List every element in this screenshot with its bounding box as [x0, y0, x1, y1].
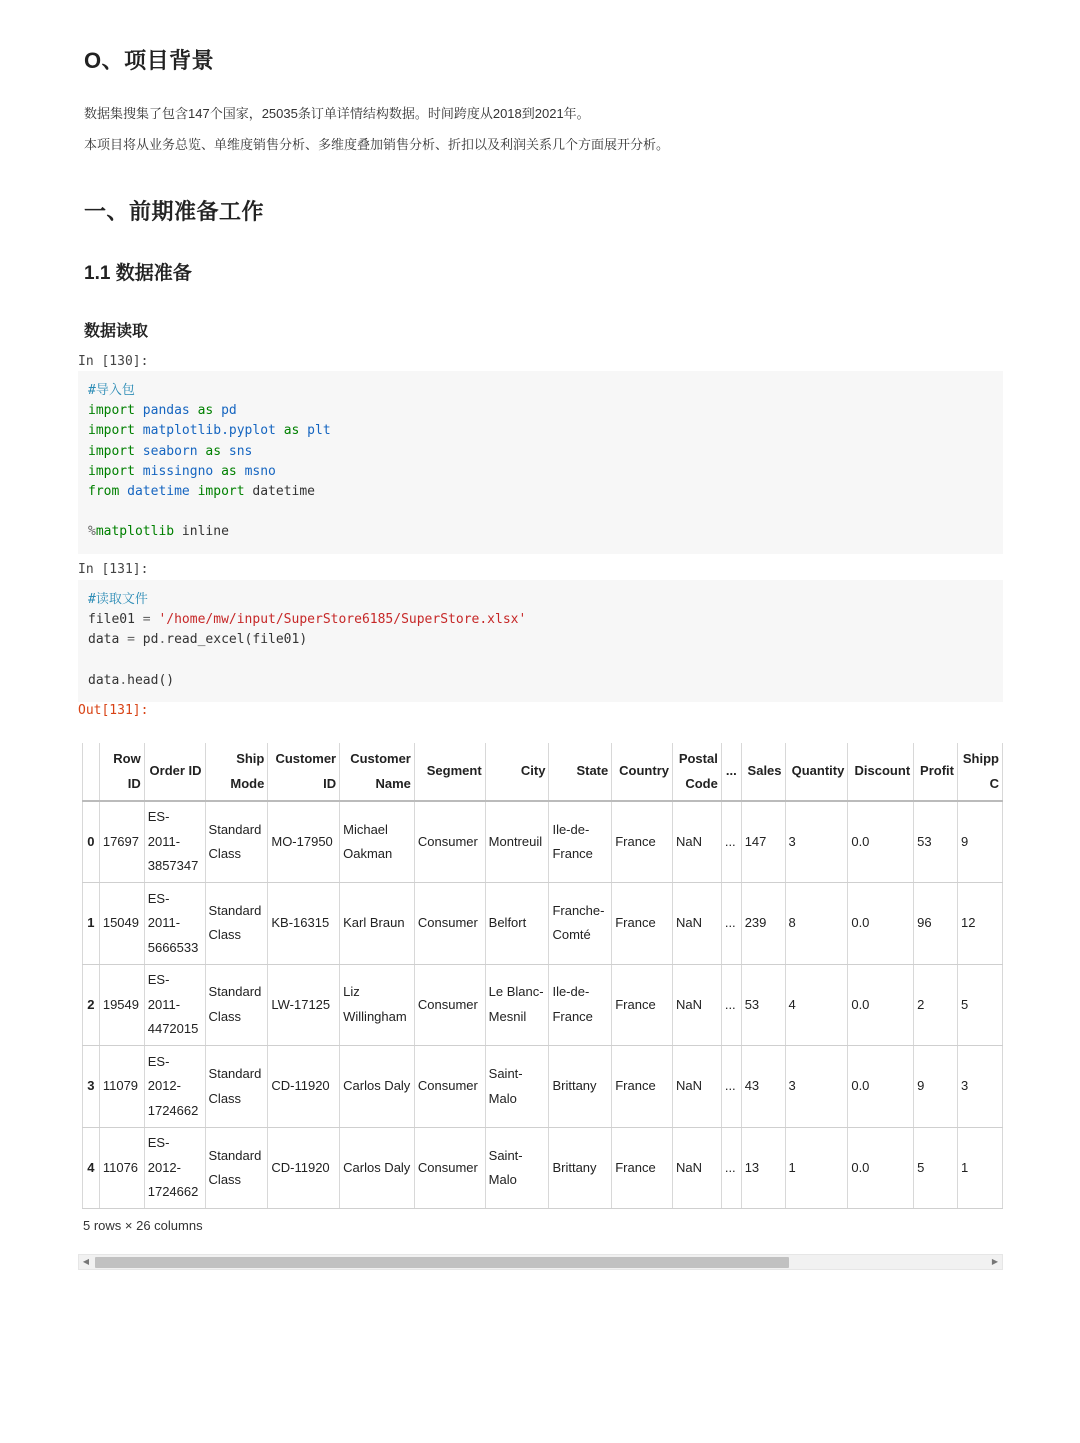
table-cell: Ile-de-France: [549, 964, 612, 1046]
table-cell: 3: [957, 1046, 1002, 1128]
table-cell: ES-2011-3857347: [144, 801, 205, 883]
table-cell: ...: [721, 1046, 741, 1128]
table-cell: Consumer: [414, 883, 485, 965]
code-token: missingno: [142, 463, 214, 479]
table-cell: France: [612, 1046, 673, 1128]
code-token: data: [88, 672, 120, 688]
code-token: [119, 484, 127, 499]
table-cell: NaN: [673, 1127, 722, 1209]
table-header-row: [83, 743, 1003, 801]
table-cell: Carlos Daly: [340, 1046, 415, 1128]
code-token: datetime: [244, 483, 316, 499]
table-cell: 1: [785, 1127, 848, 1209]
table-cell: 96: [914, 883, 958, 965]
subsection-title-data-prep: 1.1 数据准备: [84, 263, 192, 284]
code-token: as: [205, 443, 222, 459]
table-cell: NaN: [673, 964, 722, 1046]
code-token: [213, 403, 221, 418]
table-cell: Standard Class: [205, 801, 268, 883]
background-paragraph-2: 本项目将从业务总览、单维度销售分析、多维度叠加销售分析、折扣以及利润关系几个方面展开分析。: [84, 137, 670, 152]
code-token: [135, 444, 143, 459]
table-cell: ES-2012-1724662: [144, 1127, 205, 1209]
table-cell: 19549: [99, 964, 144, 1046]
section-title-background: O、项目背景: [84, 48, 215, 73]
code-token: head(): [127, 672, 175, 688]
column-header: Profit: [914, 743, 958, 801]
code-token: import: [197, 483, 245, 499]
table-cell: Standard Class: [205, 1046, 268, 1128]
table-cell: 3: [785, 1046, 848, 1128]
code-token: import: [88, 403, 135, 419]
table-cell: 43: [741, 1046, 785, 1128]
column-header: Ship Mode: [205, 743, 268, 801]
code-cell-131[interactable]: [78, 580, 1003, 702]
table-cell: 0.0: [848, 883, 914, 965]
dataframe-output: [82, 743, 1003, 1211]
table-row: [83, 1046, 1003, 1128]
code-token: [237, 464, 245, 479]
column-header: City: [485, 743, 549, 801]
table-cell: Carlos Daly: [340, 1127, 415, 1209]
code-line: [88, 522, 993, 542]
table-cell: 5: [957, 964, 1002, 1046]
code-token: pandas: [142, 403, 190, 419]
code-token: [190, 484, 198, 499]
code-line: [88, 651, 993, 671]
code-token: inline: [174, 524, 229, 540]
table-cell: 11076: [99, 1127, 144, 1209]
column-header: [83, 743, 100, 801]
table-row: [83, 1127, 1003, 1209]
table-cell: 147: [741, 801, 785, 883]
table-cell: ...: [721, 964, 741, 1046]
code-token: data: [88, 632, 128, 648]
table-cell: Saint-Malo: [485, 1127, 549, 1209]
table-cell: Le Blanc-Mesnil: [485, 964, 549, 1046]
code-token: import: [88, 423, 135, 439]
code-token: matplotlib.pyplot: [142, 423, 276, 439]
table-row: [83, 883, 1003, 965]
table-cell: Belfort: [485, 883, 549, 965]
table-cell: ES-2011-5666533: [144, 883, 205, 965]
dataframe-summary: 5 rows × 26 columns: [83, 1218, 203, 1233]
code-token: msno: [244, 463, 276, 479]
subsubsection-title-data-read: 数据读取: [84, 323, 149, 340]
input-prompt-131: In [131]:: [78, 562, 149, 577]
code-token: .: [158, 632, 167, 648]
code-token: .: [119, 672, 128, 688]
code-line: [88, 421, 993, 441]
table-row: [83, 964, 1003, 1046]
code-line: [88, 482, 993, 502]
input-prompt-130: In [130]:: [78, 354, 149, 369]
code-token: import: [88, 463, 135, 479]
code-line: [88, 401, 993, 421]
triangle-left-icon[interactable]: ◀: [82, 1257, 90, 1266]
table-cell: Brittany: [549, 1127, 612, 1209]
row-index: 2: [83, 964, 100, 1046]
column-header: Quantity: [785, 743, 848, 801]
code-token: as: [221, 463, 237, 479]
table-cell: Standard Class: [205, 883, 268, 965]
table-cell: LW-17125: [268, 964, 340, 1046]
code-token: datetime: [127, 483, 190, 499]
table-cell: Franche-Comté: [549, 883, 612, 965]
column-header: Sales: [741, 743, 785, 801]
code-token: [135, 464, 143, 479]
code-token: pd: [134, 632, 159, 648]
table-cell: KB-16315: [268, 883, 340, 965]
code-token: [213, 464, 221, 479]
code-token: as: [283, 423, 300, 439]
column-header: Country: [612, 743, 673, 801]
table-cell: France: [612, 964, 673, 1046]
code-token: [135, 423, 143, 438]
column-header: Order ID: [144, 743, 205, 801]
section-title-preparation: 一、前期准备工作: [84, 199, 265, 224]
table-cell: Saint-Malo: [485, 1046, 549, 1128]
table-cell: MO-17950: [268, 801, 340, 883]
code-cell-130[interactable]: [78, 371, 1003, 554]
row-index: 0: [83, 801, 100, 883]
table-cell: France: [612, 1127, 673, 1209]
table-cell: 11079: [99, 1046, 144, 1128]
table-cell: Standard Class: [205, 964, 268, 1046]
background-paragraph-1: 数据集搜集了包含147个国家，25035条订单详情结构数据。时间跨度从2018到2021年。: [84, 106, 590, 121]
code-token: %: [88, 524, 96, 540]
code-token: [299, 423, 307, 438]
table-cell: 53: [741, 964, 785, 1046]
table-cell: 0.0: [848, 964, 914, 1046]
table-cell: 17697: [99, 801, 144, 883]
table-cell: Consumer: [414, 1127, 485, 1209]
code-token: [135, 403, 143, 418]
table-cell: 15049: [99, 883, 144, 965]
code-line: [88, 502, 993, 522]
code-token: '/home/mw/input/SuperStore6185/SuperStore.xlsx': [158, 612, 527, 628]
table-cell: Consumer: [414, 801, 485, 883]
table-cell: Montreuil: [485, 801, 549, 883]
column-header: State: [549, 743, 612, 801]
table-cell: NaN: [673, 1046, 722, 1128]
column-header: Customer Name: [340, 743, 415, 801]
column-header: Customer ID: [268, 743, 340, 801]
code-token: from: [88, 483, 120, 499]
table-cell: 0.0: [848, 1046, 914, 1128]
code-line: [88, 381, 993, 401]
table-cell: Liz Willingham: [340, 964, 415, 1046]
table-cell: 9: [914, 1046, 958, 1128]
column-header: Segment: [414, 743, 485, 801]
code-token: sns: [228, 443, 253, 459]
table-cell: ...: [721, 801, 741, 883]
table-cell: Ile-de-France: [549, 801, 612, 883]
horizontal-scrollbar[interactable]: [78, 1254, 1003, 1270]
code-token: seaborn: [142, 443, 198, 459]
table-cell: CD-11920: [268, 1046, 340, 1128]
table-cell: 5: [914, 1127, 958, 1209]
table-cell: Karl Braun: [340, 883, 415, 965]
code-token: [221, 444, 229, 459]
table-cell: 0.0: [848, 1127, 914, 1209]
table-cell: 3: [785, 801, 848, 883]
code-token: as: [197, 403, 214, 419]
table-cell: NaN: [673, 883, 722, 965]
table-row: [83, 801, 1003, 883]
code-line: [88, 630, 993, 650]
code-line: [88, 462, 993, 482]
code-line: [88, 590, 993, 610]
table-cell: France: [612, 801, 673, 883]
table-cell: Michael Oakman: [340, 801, 415, 883]
code-line: [88, 442, 993, 462]
table-cell: ...: [721, 1127, 741, 1209]
table-cell: 12: [957, 883, 1002, 965]
code-token: #读取文件: [88, 592, 148, 607]
code-token: pd: [221, 403, 237, 419]
table-cell: Brittany: [549, 1046, 612, 1128]
column-header: Postal Code: [673, 743, 722, 801]
table-cell: 2: [914, 964, 958, 1046]
table-cell: Standard Class: [205, 1127, 268, 1209]
table-cell: France: [612, 883, 673, 965]
row-index: 4: [83, 1127, 100, 1209]
code-token: matplotlib: [95, 524, 175, 540]
code-token: file01: [88, 612, 143, 628]
table-cell: 8: [785, 883, 848, 965]
table-cell: 0.0: [848, 801, 914, 883]
code-token: =: [142, 612, 151, 628]
row-index: 3: [83, 1046, 100, 1128]
table-cell: 239: [741, 883, 785, 965]
column-header: Discount: [848, 743, 914, 801]
column-header: Shipp C: [957, 743, 1002, 801]
code-token: import: [88, 443, 135, 459]
table-cell: 53: [914, 801, 958, 883]
code-token: [276, 423, 284, 438]
code-line: [88, 671, 993, 691]
table-cell: ES-2012-1724662: [144, 1046, 205, 1128]
code-token: =: [127, 632, 135, 648]
dataframe-table: [82, 743, 1003, 1209]
triangle-right-icon[interactable]: ▶: [991, 1257, 999, 1266]
code-line: [88, 610, 993, 630]
table-cell: 13: [741, 1127, 785, 1209]
table-cell: ...: [721, 883, 741, 965]
table-cell: 1: [957, 1127, 1002, 1209]
table-cell: CD-11920: [268, 1127, 340, 1209]
table-cell: NaN: [673, 801, 722, 883]
code-token: [190, 403, 198, 418]
table-cell: ES-2011-4472015: [144, 964, 205, 1046]
table-cell: 4: [785, 964, 848, 1046]
output-prompt-131: Out[131]:: [78, 703, 149, 718]
column-header: ...: [721, 743, 741, 801]
code-token: read_excel(file01): [166, 632, 308, 648]
column-header: Row ID: [99, 743, 144, 801]
table-cell: Consumer: [414, 1046, 485, 1128]
table-cell: 9: [957, 801, 1002, 883]
row-index: 1: [83, 883, 100, 965]
table-cell: Consumer: [414, 964, 485, 1046]
code-token: #导入包: [88, 383, 135, 398]
code-token: plt: [307, 423, 331, 439]
scrollbar-thumb[interactable]: [95, 1257, 789, 1268]
